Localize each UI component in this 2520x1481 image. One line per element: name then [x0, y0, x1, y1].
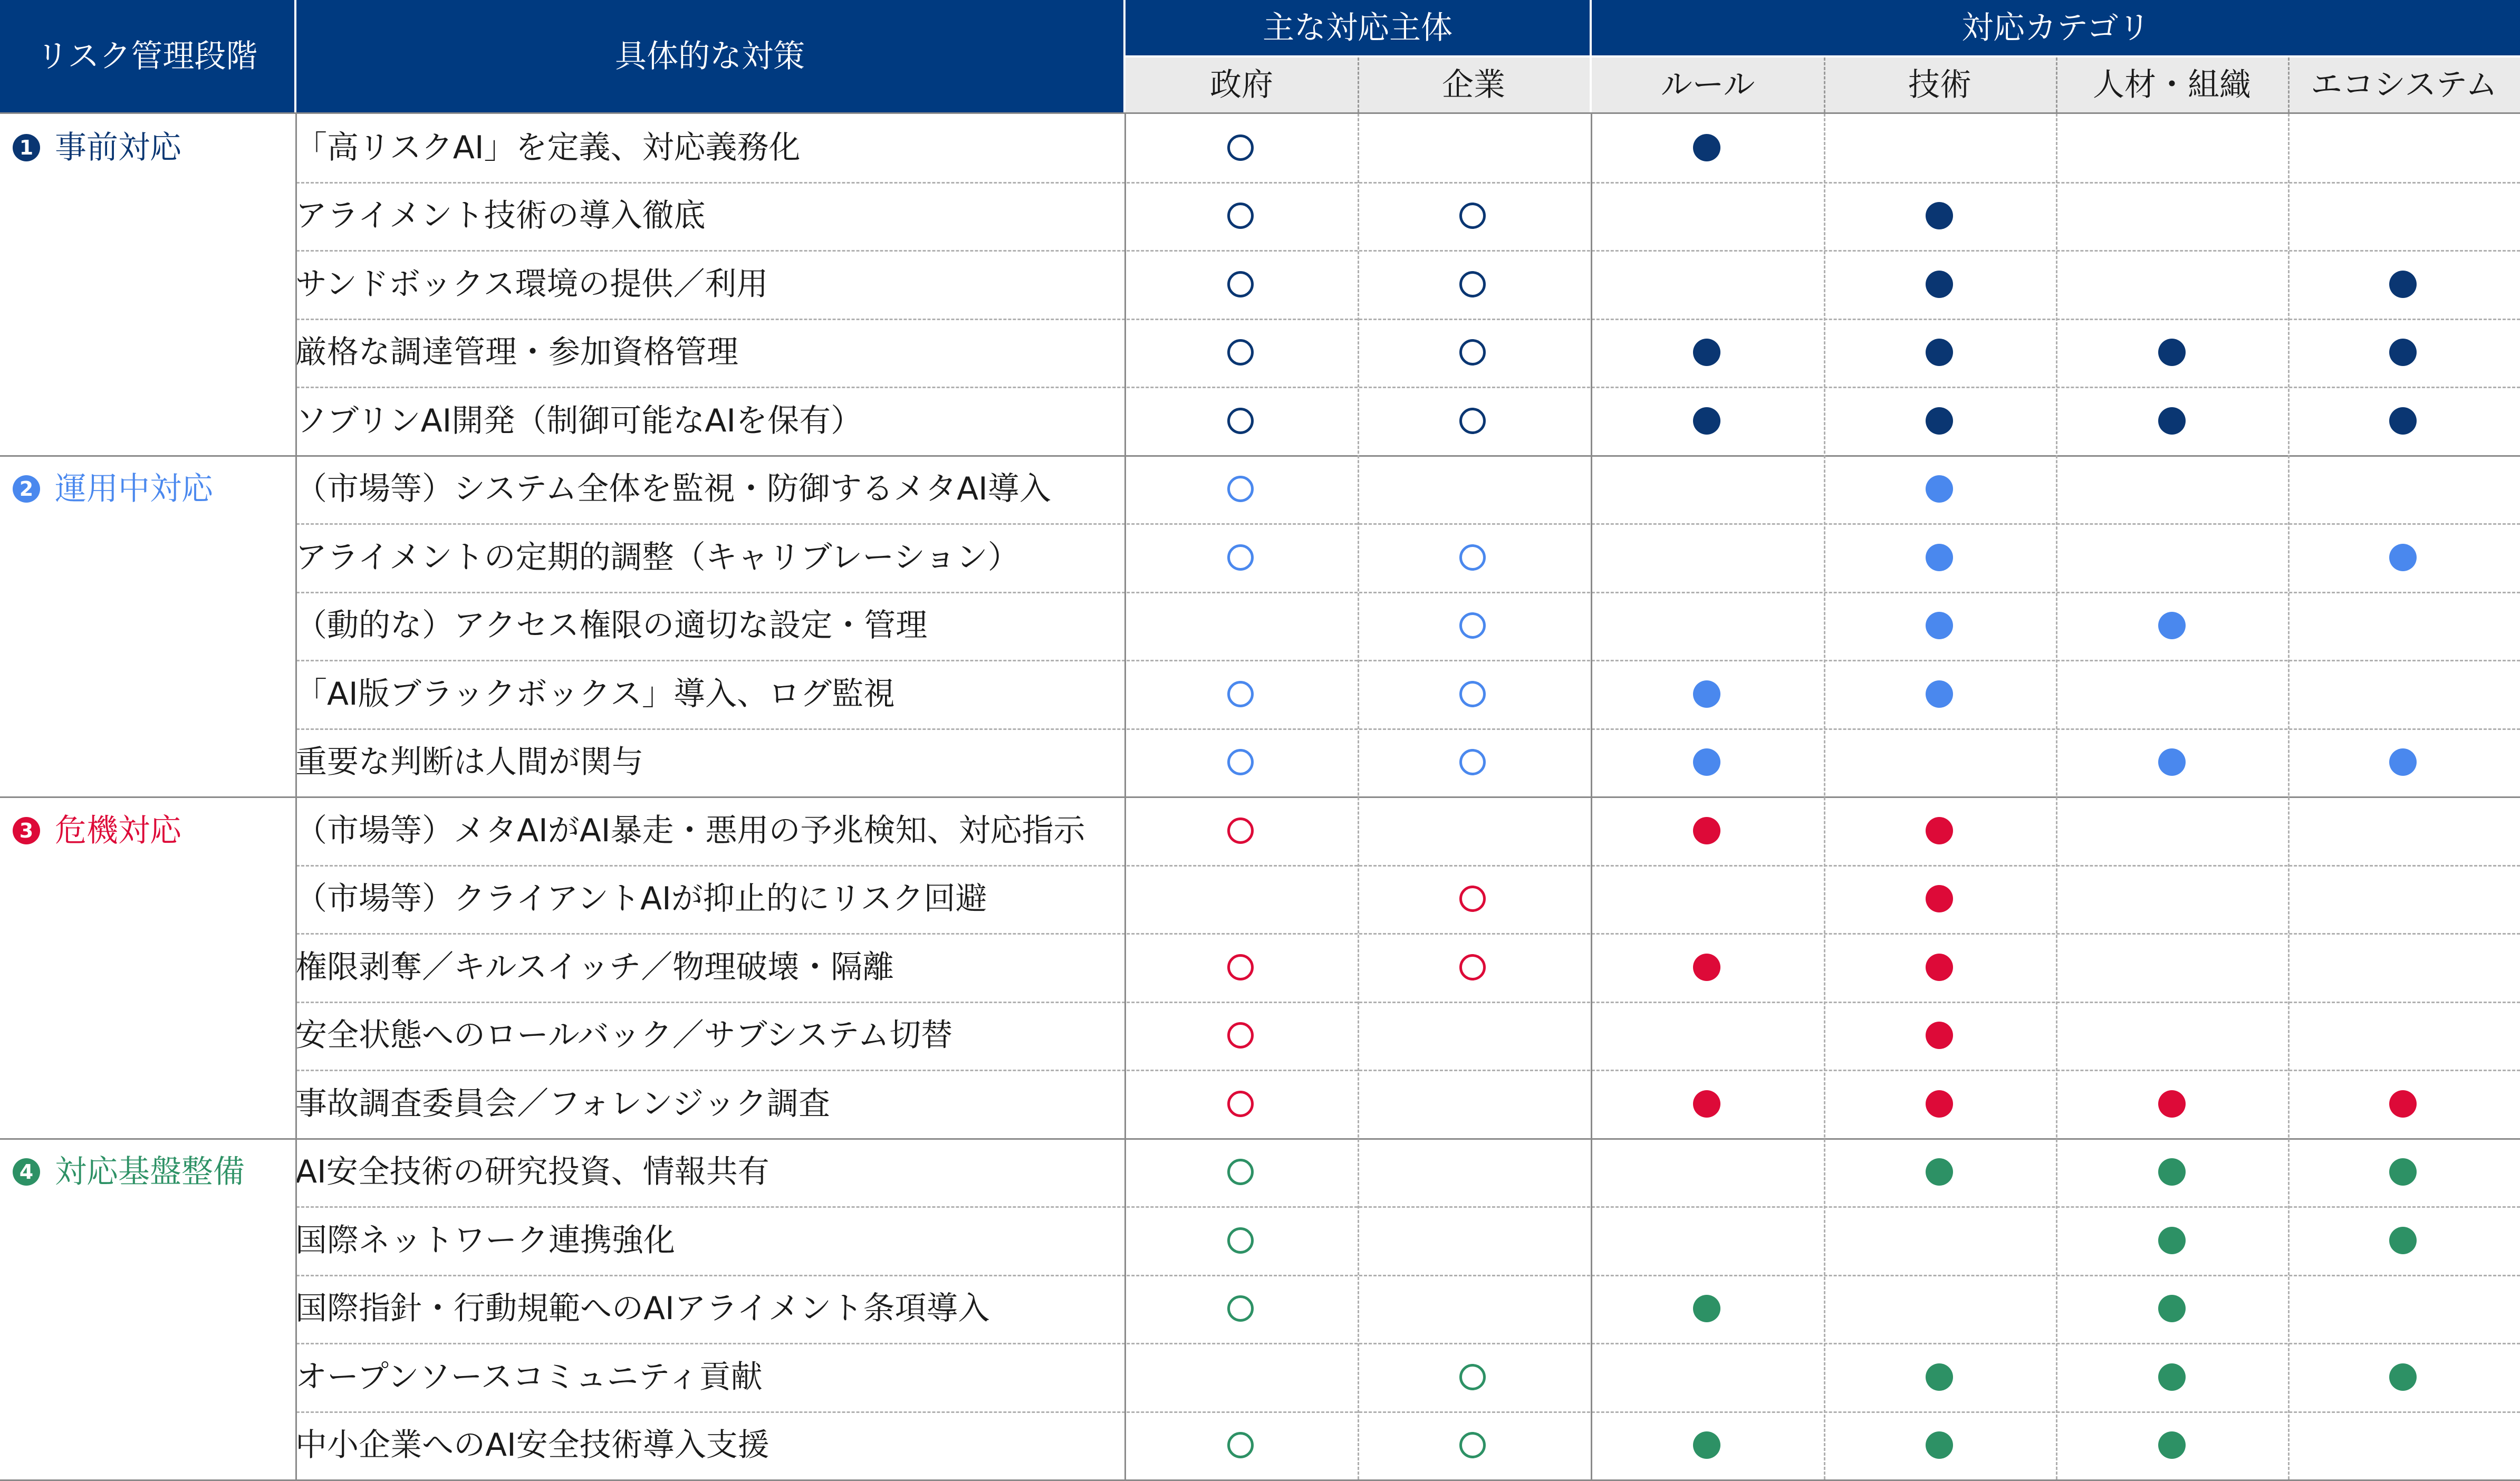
header-category-group: 対応カテゴリ: [1592, 0, 2520, 55]
eco-filled-circle: [2389, 1227, 2417, 1254]
corp-hollow-circle: [1459, 749, 1486, 775]
measure-cell: 安全状態へのロールバック／サブシステム切替: [295, 1017, 953, 1054]
eco-filled-circle: [2389, 1158, 2417, 1186]
corp-hollow-circle: [1459, 681, 1486, 707]
rule-filled-circle: [1693, 1090, 1720, 1118]
eco-filled-circle: [2389, 1363, 2417, 1391]
subheader-separator: [2056, 57, 2057, 112]
column-line: [1591, 113, 1592, 1479]
rule-filled-circle: [1693, 954, 1720, 981]
tech-filled-circle: [1926, 271, 1953, 298]
header-actor-gov: 政府: [1126, 57, 1358, 112]
rule-filled-circle: [1693, 680, 1720, 708]
tech-filled-circle: [1926, 612, 1953, 639]
eco-filled-circle: [2389, 544, 2417, 571]
eco-filled-circle: [2389, 748, 2417, 776]
rule-filled-circle: [1693, 1295, 1720, 1322]
tech-filled-circle: [1926, 817, 1953, 844]
measure-cell: 中小企業へのAI安全技術導入支援: [295, 1427, 770, 1464]
eco-filled-circle: [2389, 271, 2417, 298]
rule-filled-circle: [1693, 1431, 1720, 1459]
people-filled-circle: [2158, 1431, 2186, 1459]
eco-filled-circle: [2389, 1090, 2417, 1118]
people-filled-circle: [2158, 748, 2186, 776]
people-filled-circle: [2158, 1363, 2186, 1391]
tech-filled-circle: [1926, 475, 1953, 503]
corp-hollow-circle: [1459, 1432, 1486, 1458]
people-filled-circle: [2158, 1227, 2186, 1254]
stage-label: [13, 1138, 245, 1207]
gov-hollow-circle: [1227, 476, 1254, 502]
measure-cell: アライメントの定期的調整（キャリブレーション）: [295, 538, 1019, 576]
tech-filled-circle: [1926, 544, 1953, 571]
stage-label: [13, 455, 213, 524]
subheader-separator: [1358, 57, 1359, 112]
column-dashed-line: [2056, 113, 2057, 1479]
corp-hollow-circle: [1459, 612, 1486, 639]
stage-name: 危機対応: [55, 812, 181, 849]
column-dashed-line: [1824, 113, 1825, 1479]
stage-number-badge: 4: [13, 1158, 40, 1186]
rule-filled-circle: [1693, 339, 1720, 366]
gov-hollow-circle: [1227, 749, 1254, 775]
gov-hollow-circle: [1227, 954, 1254, 980]
tech-filled-circle: [1926, 1022, 1953, 1049]
gov-hollow-circle: [1227, 1159, 1254, 1185]
measure-cell: 事故調査委員会／フォレンジック調査: [295, 1085, 830, 1122]
gov-hollow-circle: [1227, 271, 1254, 297]
gov-hollow-circle: [1227, 203, 1254, 229]
corp-hollow-circle: [1459, 339, 1486, 366]
corp-hollow-circle: [1459, 1364, 1486, 1390]
rule-filled-circle: [1693, 817, 1720, 844]
tech-filled-circle: [1926, 407, 1953, 435]
corp-hollow-circle: [1459, 954, 1486, 980]
tech-filled-circle: [1926, 1090, 1953, 1118]
column-dashed-line: [2288, 113, 2290, 1479]
measure-cell: サンドボックス環境の提供／利用: [295, 265, 768, 303]
gov-hollow-circle: [1227, 544, 1254, 571]
corp-hollow-circle: [1459, 271, 1486, 297]
subheader-separator: [2288, 57, 2290, 112]
people-filled-circle: [2158, 339, 2186, 366]
header-actor-group: 主な対応主体: [1126, 0, 1590, 55]
people-filled-circle: [2158, 407, 2186, 435]
stage-label: [13, 796, 181, 865]
measure-cell: （市場等）システム全体を監視・防御するメタAI導入: [295, 470, 1051, 508]
people-filled-circle: [2158, 1295, 2186, 1322]
stage-name: 運用中対応: [55, 470, 213, 508]
gov-hollow-circle: [1227, 408, 1254, 434]
gov-hollow-circle: [1227, 134, 1254, 161]
header-actor-corp: 企業: [1358, 57, 1590, 112]
tech-filled-circle: [1926, 885, 1953, 912]
people-filled-circle: [2158, 1090, 2186, 1118]
gov-hollow-circle: [1227, 1295, 1254, 1322]
measure-cell: アライメント技術の導入徹底: [295, 197, 706, 235]
stage-number-badge: 2: [13, 475, 40, 503]
gov-hollow-circle: [1227, 681, 1254, 707]
header-category-people: 人材・組織: [2056, 57, 2288, 112]
subheader-separator: [1824, 57, 1825, 112]
measure-cell: 国際指針・行動規範へのAIアライメント条項導入: [295, 1290, 990, 1328]
tech-filled-circle: [1926, 954, 1953, 981]
measure-cell: AI安全技術の研究投資、情報共有: [295, 1153, 770, 1191]
people-filled-circle: [2158, 1158, 2186, 1186]
rule-filled-circle: [1693, 748, 1720, 776]
measure-cell: 重要な判断は人間が関与: [295, 744, 643, 781]
header-bottom-line: [0, 112, 2520, 114]
stage-number-badge: 3: [13, 817, 40, 844]
measure-cell: 国際ネットワーク連携強化: [295, 1222, 675, 1259]
column-line: [295, 113, 297, 1479]
gov-hollow-circle: [1227, 339, 1254, 366]
stage-name: 事前対応: [55, 129, 181, 166]
tech-filled-circle: [1926, 1431, 1953, 1459]
corp-hollow-circle: [1459, 408, 1486, 434]
measure-cell: （市場等）メタAIがAI暴走・悪用の予兆検知、対応指示: [295, 812, 1085, 849]
corp-hollow-circle: [1459, 544, 1486, 571]
stage-number-badge: 1: [13, 134, 40, 161]
measure-cell: オープンソースコミュニティ貢献: [295, 1358, 763, 1396]
tech-filled-circle: [1926, 339, 1953, 366]
tech-filled-circle: [1926, 202, 1953, 229]
column-line: [1124, 113, 1126, 1479]
measure-cell: （市場等）クライアントAIが抑止的にリスク回避: [295, 880, 987, 918]
column-dashed-line: [1358, 113, 1359, 1479]
gov-hollow-circle: [1227, 1432, 1254, 1458]
header-stage: リスク管理段階: [0, 0, 294, 112]
measure-cell: （動的な）アクセス権限の適切な設定・管理: [295, 607, 928, 645]
people-filled-circle: [2158, 612, 2186, 639]
header-category-tech: 技術: [1824, 57, 2056, 112]
tech-filled-circle: [1926, 1158, 1953, 1186]
measure-cell: 厳格な調達管理・参加資格管理: [295, 334, 738, 371]
gov-hollow-circle: [1227, 818, 1254, 844]
header-measure: 具体的な対策: [296, 0, 1123, 112]
corp-hollow-circle: [1459, 203, 1486, 229]
stage-label: [13, 113, 181, 182]
gov-hollow-circle: [1227, 1022, 1254, 1049]
tech-filled-circle: [1926, 1363, 1953, 1391]
gov-hollow-circle: [1227, 1227, 1254, 1254]
measure-cell: 「高リスクAI」を定義、対応義務化: [295, 129, 801, 166]
rule-filled-circle: [1693, 134, 1720, 161]
measure-cell: ソブリンAI開発（制御可能なAIを保有）: [295, 402, 863, 439]
gov-hollow-circle: [1227, 1091, 1254, 1117]
stage-name: 対応基盤整備: [55, 1153, 245, 1191]
measure-cell: 権限剥奪／キルスイッチ／物理破壊・隔離: [295, 948, 894, 986]
header-category-rule: ルール: [1592, 57, 1824, 112]
tech-filled-circle: [1926, 680, 1953, 708]
corp-hollow-circle: [1459, 886, 1486, 912]
measure-cell: 「AI版ブラックボックス」導入、ログ監視: [295, 675, 895, 713]
eco-filled-circle: [2389, 407, 2417, 435]
rule-filled-circle: [1693, 407, 1720, 435]
eco-filled-circle: [2389, 339, 2417, 366]
header-category-eco: エコシステム: [2288, 57, 2520, 112]
